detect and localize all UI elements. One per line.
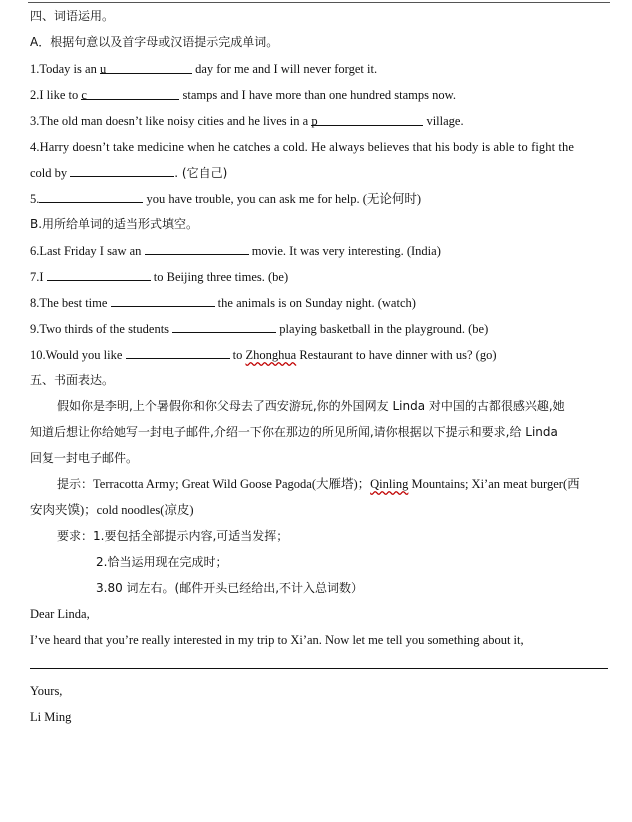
requirements-line1 <box>57 528 288 544</box>
q1-blank[interactable] <box>100 61 192 74</box>
question-9 <box>30 320 488 337</box>
q4-text-pre: cold by <box>30 166 71 180</box>
q5-text-post: you have trouble, you can ask me for help. (无论何时) <box>143 192 422 206</box>
hints-label: 提示： <box>57 477 94 491</box>
question-10 <box>30 346 496 363</box>
hints-line1 <box>57 476 580 492</box>
q4-blank[interactable] <box>70 164 174 177</box>
q6-blank[interactable] <box>145 242 249 255</box>
q6-text-post: movie. It was very interesting. (India) <box>248 244 441 258</box>
question-4-line1 <box>30 139 608 155</box>
question-8 <box>30 294 416 311</box>
question-2 <box>30 87 456 103</box>
q8-text-pre: 8.The best time <box>30 296 111 310</box>
requirement-3: 3.80 词左右。(邮件开头已经给出,不计入总词数） <box>96 581 364 595</box>
q7-blank[interactable] <box>47 268 151 281</box>
q8-text-post: the animals is on Sunday night. (watch) <box>214 296 416 310</box>
requirement-1: 1.要包括全部提示内容,可适当发挥； <box>93 529 289 543</box>
writing-line[interactable] <box>30 668 608 669</box>
q9-blank[interactable] <box>172 320 276 333</box>
question-6 <box>30 242 441 259</box>
letter-greeting: Dear Linda, <box>30 607 90 621</box>
question-4-line2 <box>30 164 227 181</box>
top-divider <box>28 2 610 3</box>
q10-blank[interactable] <box>126 346 230 359</box>
question-5 <box>30 190 421 207</box>
q1-hint-letter: u <box>99 62 107 76</box>
q3-blank[interactable] <box>311 113 423 126</box>
question-1 <box>30 61 377 77</box>
q3-text-post: village. <box>423 114 464 128</box>
letter-signature: Li Ming <box>30 710 72 724</box>
q6-text-pre: 6.Last Friday I saw an <box>30 244 145 258</box>
q3-text-pre: 3.The old man doesn’t like noisy cities and he lives in a <box>30 114 312 128</box>
q2-blank[interactable] <box>81 87 179 100</box>
part-b-instructions: B.用所给单词的适当形式填空。 <box>30 217 199 231</box>
q5-blank[interactable] <box>39 190 143 203</box>
q1-text-post: day for me and I will never forget it. <box>191 62 378 76</box>
q10-text-mid: to <box>229 348 246 362</box>
letter-opening: I’ve heard that you’re really interested in my trip to Xi’an. Now let me tell you something about it, <box>30 633 524 647</box>
q1-text-pre: 1.Today is an <box>30 62 100 76</box>
prompt-paragraph-line1: 假如你是李明,上个暑假你和你父母去了西安游玩,你的外国网友 Linda 对中国的古都很感兴趣,她 <box>57 399 565 413</box>
q2-text-post: stamps and I have more than one hundred stamps now. <box>179 88 456 102</box>
hints-text-c: Mountains; Xi’an meat burger(西 <box>408 477 580 491</box>
q5-text-pre: 5. <box>30 192 40 206</box>
hints-line2: 安肉夹馍)；cold noodles(凉皮) <box>30 503 194 517</box>
requirement-2: 2.恰当运用现在完成时； <box>96 555 228 569</box>
q10-place-name: Zhonghua <box>245 348 297 362</box>
q2-hint-letter: c <box>81 88 87 102</box>
q10-text-pre: 10.Would you like <box>30 348 126 362</box>
q4-text-post: . (它自己) <box>174 166 228 180</box>
prompt-paragraph-line2: 知道后想让你给她写一封电子邮件,介绍一下你在那边的所见所闻,请你根据以下提示和要求,给 Linda <box>30 425 558 439</box>
letter-closing: Yours, <box>30 684 63 698</box>
section5-title: 五、书面表达。 <box>30 373 115 387</box>
q9-text-pre: 9.Two thirds of the students <box>30 322 173 336</box>
q10-text-post: Restaurant to have dinner with us? (go) <box>296 348 497 362</box>
q4-text-line1: 4.Harry doesn’t take medicine when he catches a cold. He always believes that his body is able to fight the <box>30 140 574 154</box>
prompt-paragraph-line3: 回复一封电子邮件。 <box>30 451 139 465</box>
q3-hint-letter: p <box>311 114 318 128</box>
hints-text-a: Terracotta Army; Great Wild Goose Pagoda(大雁塔)； <box>93 477 371 491</box>
part-a-instructions: A．根据句意以及首字母或汉语提示完成单词。 <box>30 35 279 49</box>
q7-text-pre: 7.I <box>30 270 47 284</box>
q7-text-post: to Beijing three times. (be) <box>150 270 289 284</box>
q9-text-post: playing basketball in the playground. (be) <box>276 322 489 336</box>
q8-blank[interactable] <box>111 294 215 307</box>
question-3 <box>30 113 464 129</box>
question-7 <box>30 268 288 285</box>
section4-title: 四、词语运用。 <box>30 9 115 23</box>
q2-text-pre: 2.I like to <box>30 88 82 102</box>
requirements-label: 要求： <box>57 529 94 543</box>
hints-qinling: Qinling <box>370 477 409 491</box>
